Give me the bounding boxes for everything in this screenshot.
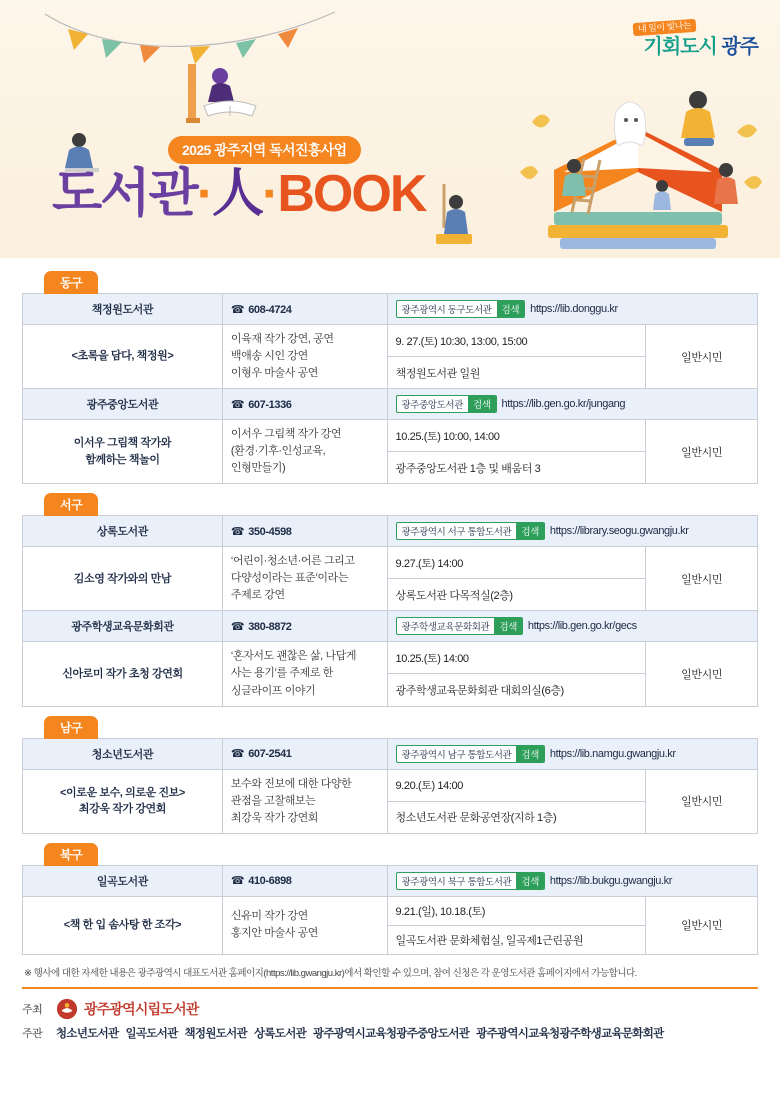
coop-name-item: 청소년도서관 [56,1027,119,1040]
program-date: 9.20.(토) 14:00 [387,769,646,801]
program-title: 김소영 작가와의 만남 [23,547,223,611]
search-keyword-box[interactable] [396,395,497,413]
search-button[interactable]: 검색 [516,873,544,889]
search-button[interactable]: 검색 [516,746,544,762]
districts-container [22,270,758,955]
library-name: 광주중앙도서관 [23,389,223,420]
district-section [22,715,758,834]
poster-footer [22,987,758,1041]
library-name: 책정원도서관 [23,294,223,325]
program-place: 일곡도서관 문화체험실, 일곡제1근린공원 [387,925,646,954]
program-description: ‘혼자서도 괜찮은 삶, 나답게 사는 용기’를 주제로 한 싱글라이프 이야기 [222,642,387,706]
title-part-book: BOOK [277,165,426,223]
search-keyword-box[interactable] [396,300,526,318]
library-phone: ☎ 350-4598 [222,516,387,547]
library-phone: ☎ 608-4724 [222,294,387,325]
brand-logo [633,18,758,57]
district-label: 서구 [44,493,98,516]
title-dot-1: · [196,165,213,223]
title-dot-2: · [262,165,278,223]
table-row [23,389,758,420]
phone-icon: ☎ [230,525,245,538]
library-name: 일곡도서관 [23,865,223,896]
library-name: 상록도서관 [23,516,223,547]
search-button[interactable]: 검색 [497,301,525,317]
district-label: 남구 [44,716,98,739]
coop-name-item: 광주광역시교육청광주중앙도서관 [313,1027,470,1040]
brand-name [633,37,758,57]
district-table [22,515,758,706]
phone-icon: ☎ [230,620,245,633]
poster-header [0,0,780,258]
phone-icon: ☎ [230,875,245,888]
library-name: 광주학생교육문화회관 [23,611,223,642]
search-keyword-box[interactable] [396,617,523,635]
library-url-cell [387,294,757,325]
poster-subtitle: 2025 광주지역 독서진흥사업 [168,136,361,164]
district-table [22,738,758,834]
program-date: 10.25.(토) 10:00, 14:00 [387,420,646,452]
brand-tagline: 내 일이 빛나는 [632,19,696,36]
library-name: 청소년도서관 [23,738,223,769]
table-row [23,738,758,769]
search-keyword-text: 광주광역시 동구도서관 [401,305,492,316]
coop-name-item: 상록도서관 [253,1027,307,1040]
program-target: 일반시민 [646,642,758,706]
table-row [23,611,758,642]
district-section [22,270,758,484]
library-url-cell [387,389,757,420]
library-url-cell [387,611,757,642]
phone-icon: ☎ [230,303,245,316]
library-url[interactable]: https://library.seogu.gwangju.kr [549,525,689,538]
search-button[interactable]: 검색 [468,396,496,412]
host-name: 광주광역시립도서관 [84,1000,199,1017]
program-description: 이서우 그림책 작가 강연 (환경·기후·인성교육, 인형만들기) [222,420,387,484]
district-section [22,492,758,706]
table-row [23,865,758,896]
search-keyword-text: 광주학생교육문화회관 [401,622,490,634]
district-section [22,842,758,955]
library-url[interactable]: https://lib.gen.go.kr/jungang [501,398,626,411]
coop-names [56,1025,671,1041]
program-date: 9.21.(일), 10.18.(토) [387,896,646,925]
program-target: 일반시민 [646,896,758,954]
table-row [23,769,758,801]
search-keyword-box[interactable] [396,522,545,540]
program-date: 10.25.(토) 14:00 [387,642,646,674]
district-table [22,865,758,955]
coop-row [22,1025,758,1041]
library-url[interactable]: https://lib.namgu.gwangju.kr [549,747,676,760]
host-row [22,998,758,1020]
table-row [23,325,758,357]
search-keyword-text: 광주중앙도서관 [401,400,463,412]
program-title: <책 한 입 솜사탕 한 조각> [23,896,223,954]
program-place: 광주중앙도서관 1층 및 배움터 3 [387,452,646,484]
brand-city-text: 광주 [721,36,758,58]
library-url[interactable]: https://lib.gen.go.kr/gecs [527,620,637,633]
brand-main-text: 기회도시 [643,36,717,58]
search-keyword-text: 광주광역시 서구 통합도서관 [401,527,512,539]
district-table [22,293,758,484]
program-description: ‘어린이·청소년·어른 그리고 다양성이라는 표준’이라는 주제로 강연 [222,547,387,611]
library-phone: ☎ 607-2541 [222,738,387,769]
library-url[interactable]: https://lib.bukgu.gwangju.kr [549,874,673,887]
coop-name-item: 광주광역시교육청광주학생교육문화회관 [476,1027,664,1040]
table-row [23,896,758,925]
table-row [23,420,758,452]
program-description: 신유미 작가 강연 홍지안 마술사 공연 [222,896,387,954]
host-label: 주최 [22,1003,43,1016]
search-button[interactable]: 검색 [494,618,522,634]
library-scene-illustration [512,62,762,252]
program-title: 이서우 그림책 작가와 함께하는 책놀이 [23,420,223,484]
title-part-person: 人 [212,165,263,223]
search-keyword-box[interactable] [396,872,545,890]
library-url-cell [387,865,757,896]
table-row [23,642,758,674]
phone-icon: ☎ [230,398,245,411]
table-row [23,516,758,547]
program-title: <초록을 담다, 책정원> [23,325,223,389]
program-target: 일반시민 [646,769,758,833]
table-row [23,547,758,579]
library-phone: ☎ 380-8872 [222,611,387,642]
library-url[interactable]: https://lib.donggu.kr [530,303,618,315]
search-keyword-box[interactable] [396,745,545,763]
coop-name-item: 책정원도서관 [184,1027,247,1040]
district-label: 동구 [44,271,98,294]
library-url-cell [387,516,757,547]
program-title: <이로운 보수, 의로운 진보> 최강욱 작가 강연회 [23,769,223,833]
program-date: 9.27.(토) 14:00 [387,547,646,579]
program-place: 책정원도서관 일원 [387,357,646,389]
program-place: 청소년도서관 문화공연장(지하 1층) [387,801,646,833]
coop-name-item: 일곡도서관 [125,1027,178,1040]
program-listing [0,258,780,1041]
program-target: 일반시민 [646,547,758,611]
program-description: 이육재 작가 강연, 공연 백애송 시인 강연 이형우 마술사 공연 [222,325,387,389]
program-target: 일반시민 [646,325,758,389]
table-row [23,294,758,325]
library-phone: ☎ 607-1336 [222,389,387,420]
phone-icon: ☎ [230,748,245,761]
program-target: 일반시민 [646,420,758,484]
program-place: 상록도서관 다목적실(2층) [387,579,646,611]
search-keyword-text: 광주광역시 남구 통합도서관 [401,749,512,761]
coop-label: 주관 [22,1027,43,1040]
poster-title [52,165,426,223]
footnote: ※ 행사에 대한 자세한 내용은 광주광역시 대표도서관 홈페이지(https://lib.gwangju.kr)에서 확인할 수 있으며, 참여 신청은 각 운영도서관 홈페이지에서 가능합니다. [24,967,637,979]
library-url-cell [387,738,757,769]
title-part-library: 도서관 [52,165,197,223]
program-title: 신아로미 작가 초청 강연회 [23,642,223,706]
district-label: 북구 [44,843,98,866]
library-phone: ☎ 410-6898 [222,865,387,896]
program-place: 광주학생교육문화회관 대회의실(6층) [387,674,646,706]
program-description: 보수와 진보에 대한 다양한 관점을 고찰해보는 최강욱 작가 강연회 [222,769,387,833]
search-button[interactable]: 검색 [516,523,544,539]
library-logo-icon [56,998,78,1020]
program-date: 9. 27.(토) 10:30, 13:00, 15:00 [387,325,646,357]
book-reader-illustration [168,56,288,136]
search-keyword-text: 광주광역시 북구 통합도서관 [401,876,512,888]
